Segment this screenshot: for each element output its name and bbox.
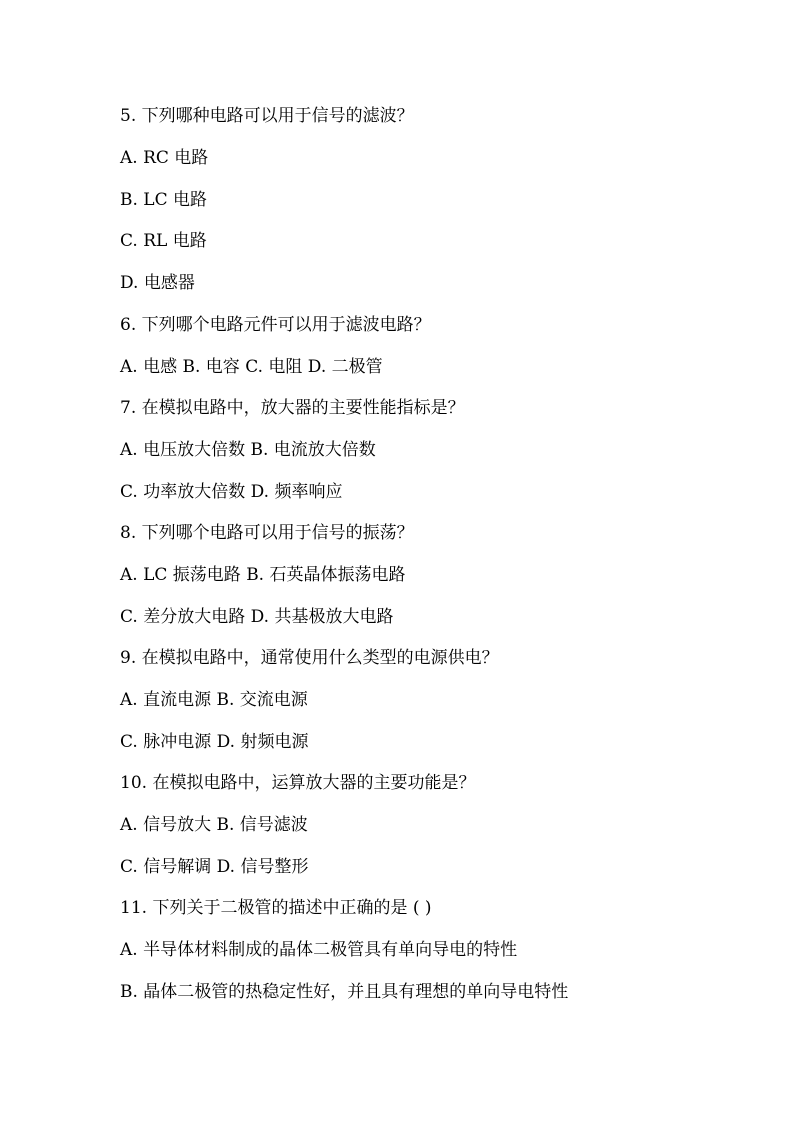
option-line: C. 差分放大电路 D. 共基极放大电路 (120, 607, 394, 627)
option-line: C. 功率放大倍数 D. 频率响应 (120, 482, 343, 502)
question-10: 10. 在模拟电路中，运算放大器的主要功能是？ (120, 773, 476, 793)
option-line: A. LC 振荡电路 B. 石英晶体振荡电路 (120, 565, 406, 585)
option-line: B. LC 电路 (120, 190, 208, 210)
option-line: C. 信号解调 D. 信号整形 (120, 857, 309, 877)
option-line: A. 半导体材料制成的晶体二极管具有单向导电的特性 (120, 940, 518, 960)
question-5: 5. 下列哪种电路可以用于信号的滤波？ (120, 106, 414, 126)
option-line: A. 信号放大 B. 信号滤波 (120, 815, 308, 835)
option-line: A. 直流电源 B. 交流电源 (120, 690, 308, 710)
option-line: A. 电压放大倍数 B. 电流放大倍数 (120, 440, 376, 460)
question-9: 9. 在模拟电路中，通常使用什么类型的电源供电？ (120, 648, 499, 668)
option-line: B. 晶体二极管的热稳定性好，并且具有理想的单向导电特性 (120, 982, 569, 1002)
option-line: C. RL 电路 (120, 231, 207, 251)
option-line: A. RC 电路 (120, 148, 209, 168)
question-11: 11. 下列关于二极管的描述中正确的是 ( ) (120, 898, 432, 918)
question-7: 7. 在模拟电路中，放大器的主要性能指标是？ (120, 398, 465, 418)
option-line: C. 脉冲电源 D. 射频电源 (120, 732, 309, 752)
option-line: A. 电感 B. 电容 C. 电阻 D. 二极管 (120, 357, 383, 377)
option-line: D. 电感器 (120, 273, 195, 293)
question-6: 6. 下列哪个电路元件可以用于滤波电路？ (120, 315, 431, 335)
question-8: 8. 下列哪个电路可以用于信号的振荡？ (120, 523, 414, 543)
